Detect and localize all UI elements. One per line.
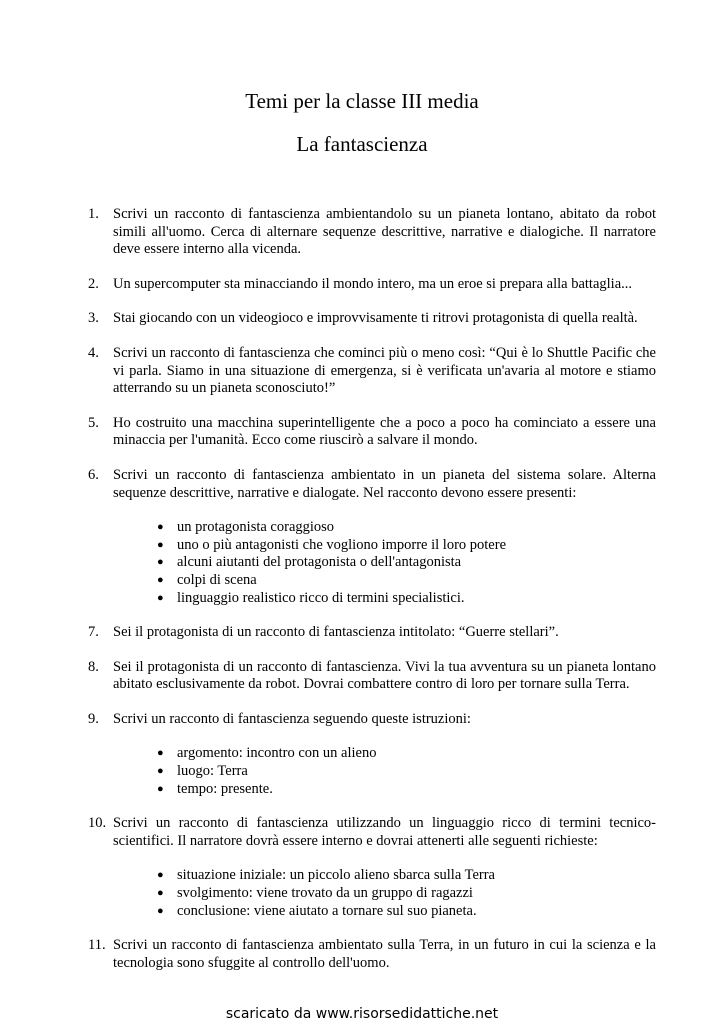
topic-list xyxy=(88,206,656,989)
bullet-icon: ● xyxy=(157,591,164,604)
bullet-text: tempo: presente. xyxy=(177,780,273,797)
topic-text: Scrivi un racconto di fantascienza ambientato sulla Terra, in un futuro in cui la scienza e la tecnologia sono sfuggite al controllo dell'uomo. xyxy=(113,937,656,971)
bullet-item xyxy=(157,745,656,763)
bullet-icon: ● xyxy=(157,782,164,795)
bullet-icon: ● xyxy=(157,521,164,534)
topic-item xyxy=(88,659,656,694)
topic-item xyxy=(88,345,656,398)
topic-text: Sei il protagonista di un racconto di fantascienza. Vivi la tua avventura su un pianeta lontano abitato esclusivamente da robot. Dovrai combattere contro di loro per tornare sulla Terra. xyxy=(113,658,656,693)
bullet-item xyxy=(157,537,656,555)
bullet-item xyxy=(157,867,656,885)
topic-item xyxy=(88,624,656,642)
bullet-item xyxy=(157,781,656,799)
topic-number: 2. xyxy=(88,275,99,292)
bullet-text: un protagonista coraggioso xyxy=(177,519,335,536)
topic-number: 11. xyxy=(88,937,106,954)
bullet-item xyxy=(157,519,656,537)
topic-text: Un supercomputer sta minacciando il mondo intero, ma un eroe si prepara alla battaglia... xyxy=(113,275,633,292)
topic-number: 5. xyxy=(88,414,99,431)
bullet-item xyxy=(157,590,656,608)
topic-number: 10. xyxy=(88,815,107,832)
topic-item xyxy=(88,815,656,920)
bullet-icon: ● xyxy=(157,765,164,778)
topic-item xyxy=(88,206,656,259)
bullet-item xyxy=(157,572,656,590)
bullet-item xyxy=(157,885,656,903)
topic-item xyxy=(88,310,656,328)
topic-bullet-list xyxy=(113,745,656,798)
topic-bullet-list xyxy=(113,519,656,607)
topic-item xyxy=(88,276,656,294)
topic-text: Ho costruito una macchina superintelligente che a poco a poco ha cominciato a essere una minaccia per l'umanità. Ecco come riuscirò a salvare il mondo. xyxy=(113,414,656,449)
bullet-icon: ● xyxy=(157,747,164,760)
topic-number: 7. xyxy=(88,624,99,641)
topic-text: Scrivi un racconto di fantascienza utilizzando un linguaggio ricco di termini tecnico-scientifici. Il narratore dovrà essere interno e dovrai attenerti alle seguenti richieste: xyxy=(113,815,656,849)
bullet-icon: ● xyxy=(157,573,164,586)
bullet-text: svolgimento: viene trovato da un gruppo di ragazzi xyxy=(177,885,473,902)
bullet-icon: ● xyxy=(157,538,164,551)
topic-text: Stai giocando con un videogioco e improvvisamente ti ritrovi protagonista di quella realtà. xyxy=(113,310,638,327)
bullet-item xyxy=(157,903,656,921)
bullet-icon: ● xyxy=(157,887,164,900)
bullet-text: linguaggio realistico ricco di termini specialistici. xyxy=(177,589,465,606)
topic-bullet-list xyxy=(113,867,656,920)
topic-number: 1. xyxy=(88,206,99,222)
topic-text: Scrivi un racconto di fantascienza che cominci più o meno così: “Qui è lo Shuttle Pacific che vi parla. Siamo in una situazione di emergenza, si è verificata un'avaria al motore e stiamo atterrando su un pianeta sconosciuto!” xyxy=(113,344,656,397)
topic-item xyxy=(88,415,656,450)
bullet-text: colpi di scena xyxy=(177,571,257,588)
bullet-text: situazione iniziale: un piccolo alieno sbarca sulla Terra xyxy=(177,867,495,884)
bullet-icon: ● xyxy=(157,869,164,882)
topic-text: Scrivi un racconto di fantascienza ambientato in un pianeta del sistema solare. Alterna sequenze descrittive, narrative e dialogate. Nel racconto devono essere presenti: xyxy=(113,466,656,501)
topic-number: 4. xyxy=(88,344,99,361)
bullet-icon: ● xyxy=(157,556,164,569)
topic-text: Sei il protagonista di un racconto di fantascienza intitolato: “Guerre stellari”. xyxy=(113,624,559,641)
topic-text: Scrivi un racconto di fantascienza seguendo queste istruzioni: xyxy=(113,710,471,727)
topic-number: 9. xyxy=(88,710,99,727)
topic-number: 3. xyxy=(88,310,99,327)
topic-item xyxy=(88,711,656,798)
topic-item xyxy=(88,937,656,972)
document-subtitle: La fantascienza xyxy=(296,132,428,156)
document-title: Temi per la classe III media xyxy=(245,89,479,113)
bullet-icon: ● xyxy=(157,904,164,917)
topic-number: 8. xyxy=(88,658,99,675)
footer-source: scaricato da www.risorsedidattiche.net xyxy=(225,1006,499,1022)
bullet-text: luogo: Terra xyxy=(177,763,248,780)
bullet-item xyxy=(157,763,656,781)
bullet-text: conclusione: viene aiutato a tornare sul suo pianeta. xyxy=(177,902,477,919)
bullet-item xyxy=(157,554,656,572)
bullet-text: alcuni aiutanti del protagonista o dell'antagonista xyxy=(177,554,462,571)
topic-text: Scrivi un racconto di fantascienza ambientandolo su un pianeta lontano, abitato da robot simili all'uomo. Cerca di alternare sequenze descrittive, narrative e dialogiche. Il narratore deve essere interno alla vicenda. xyxy=(113,206,656,258)
topic-number: 6. xyxy=(88,466,99,483)
bullet-text: argomento: incontro con un alieno xyxy=(177,745,377,762)
topic-item xyxy=(88,467,656,607)
bullet-text: uno o più antagonisti che vogliono imporre il loro potere xyxy=(177,536,507,553)
